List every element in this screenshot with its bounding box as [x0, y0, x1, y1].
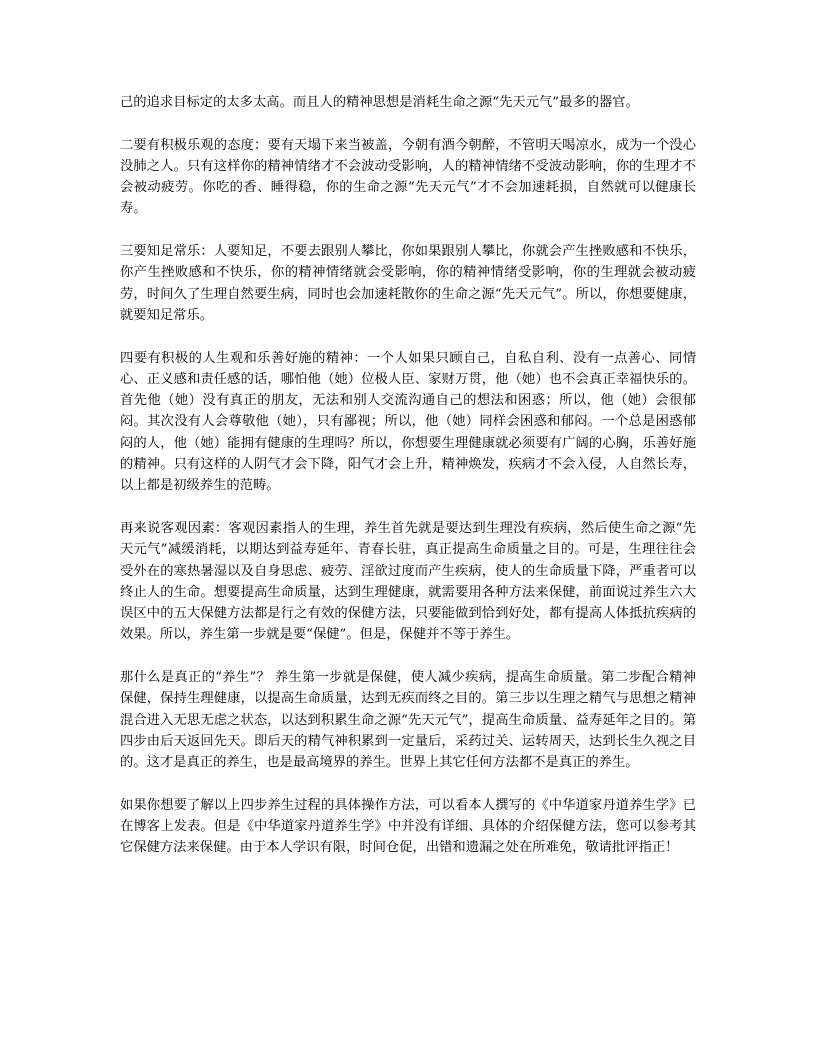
paragraph-2: 二要有积极乐观的态度：要有天塌下来当被盖，今朝有酒今朝醉，不管明天喝凉水，成为一个没心没肺之人。只有这样你的精神情绪才不会波动受影响，人的精神情绪不受波动影响，你的生理才不会被动疲劳。你吃的香、睡得稳，你的生命之源“先天元气”才不会加速耗损，自然就可以健康长寿。 — [120, 137, 696, 217]
paragraph-5: 再来说客观因素：客观因素指人的生理，养生首先就是要达到生理没有疾病，然后使生命之源“先天元气”减缓消耗，以期达到益寿延年、青春长驻，真正提高生命质量之目的。可是，生理往往会受外在的寒热暑湿以及自身思虑、疲劳、淫欲过度而产生疾病，使人的生命质量下降，严重者可以终止人的生命。想要提高生命质量，达到生理健康，就需要用各种方法来保健，前面说过养生六大误区中的五大保健方法都是行之有效的保健方法，只要能做到恰到好处，都有提高人体抵抗疾病的效果。所以，养生第一步就是要“保健”。但是，保健并不等于养生。 — [120, 520, 696, 643]
paragraph-1: 己的追求目标定的太多太高。而且人的精神思想是消耗生命之源“先天元气”最多的器官。 — [120, 95, 639, 110]
paragraph-6: 那什么是真正的“养生”？ 养生第一步就是保健，使人减少疾病，提高生命质量。第二步配合精神保健，保持生理健康，以提高生命质量，达到无疾而终之目的。第三步以生理之精气与思想之精神混合进入无思无虑之状态，以达到积累生命之源“先天元气”，提高生命质量、益寿延年之目的。第四步由后天返回先天。即后天的精气神积累到一定量后，采药过关、运转周天，达到长生久视之目的。这才是真正的养生，也是最高境界的养生。世界上其它任何方法都不是真正的养生。 — [120, 670, 696, 771]
paragraph-3: 三要知足常乐：人要知足，不要去跟别人攀比，你如果跟别人攀比，你就会产生挫败感和不快乐，你产生挫败感和不快乐，你的精神情绪就会受影响，你的精神情绪受影响，你的生理就会被动疲劳，时间久了生理自然要生病，同时也会加速耗散你的生命之源“先天元气”。所以，你想要健康，就要知足常乐。 — [120, 244, 696, 323]
paragraph-4: 四要有积极的人生观和乐善好施的精神：一个人如果只顾自己，自私自利、没有一点善心、同情心、正义感和责任感的话，哪怕他（她）位极人臣、家财万贯，他（她）也不会真正幸福快乐的。首先他（她）没有真正的朋友，无法和别人交流沟通自己的想法和困惑；所以，他（她）会很郁闷。其次没有人会尊敬他（她），只有鄙视；所以，他（她）同样会困惑和郁闷。一个总是困惑郁闷的人，他（她）能拥有健康的生理吗？所以，你想要生理健康就必须要有广阔的心胸，乐善好施的精神。只有这样的人阴气才会下降，阳气才会上升，精神焕发，疾病才不会入侵，人自然长寿，以上都是初级养生的范畴。 — [120, 350, 696, 494]
document-body — [120, 92, 696, 880]
paragraph-7: 如果你想要了解以上四步养生过程的具体操作方法，可以看本人撰写的《中华道家丹道养生学》已在博客上发表。但是《中华道家丹道养生学》中并没有详细、具体的介绍保健方法，您可以参考其它保健方法来保健。由于本人学识有限，时间仓促，出错和遗漏之处在所难免，敬请批评指正！ — [120, 797, 696, 856]
